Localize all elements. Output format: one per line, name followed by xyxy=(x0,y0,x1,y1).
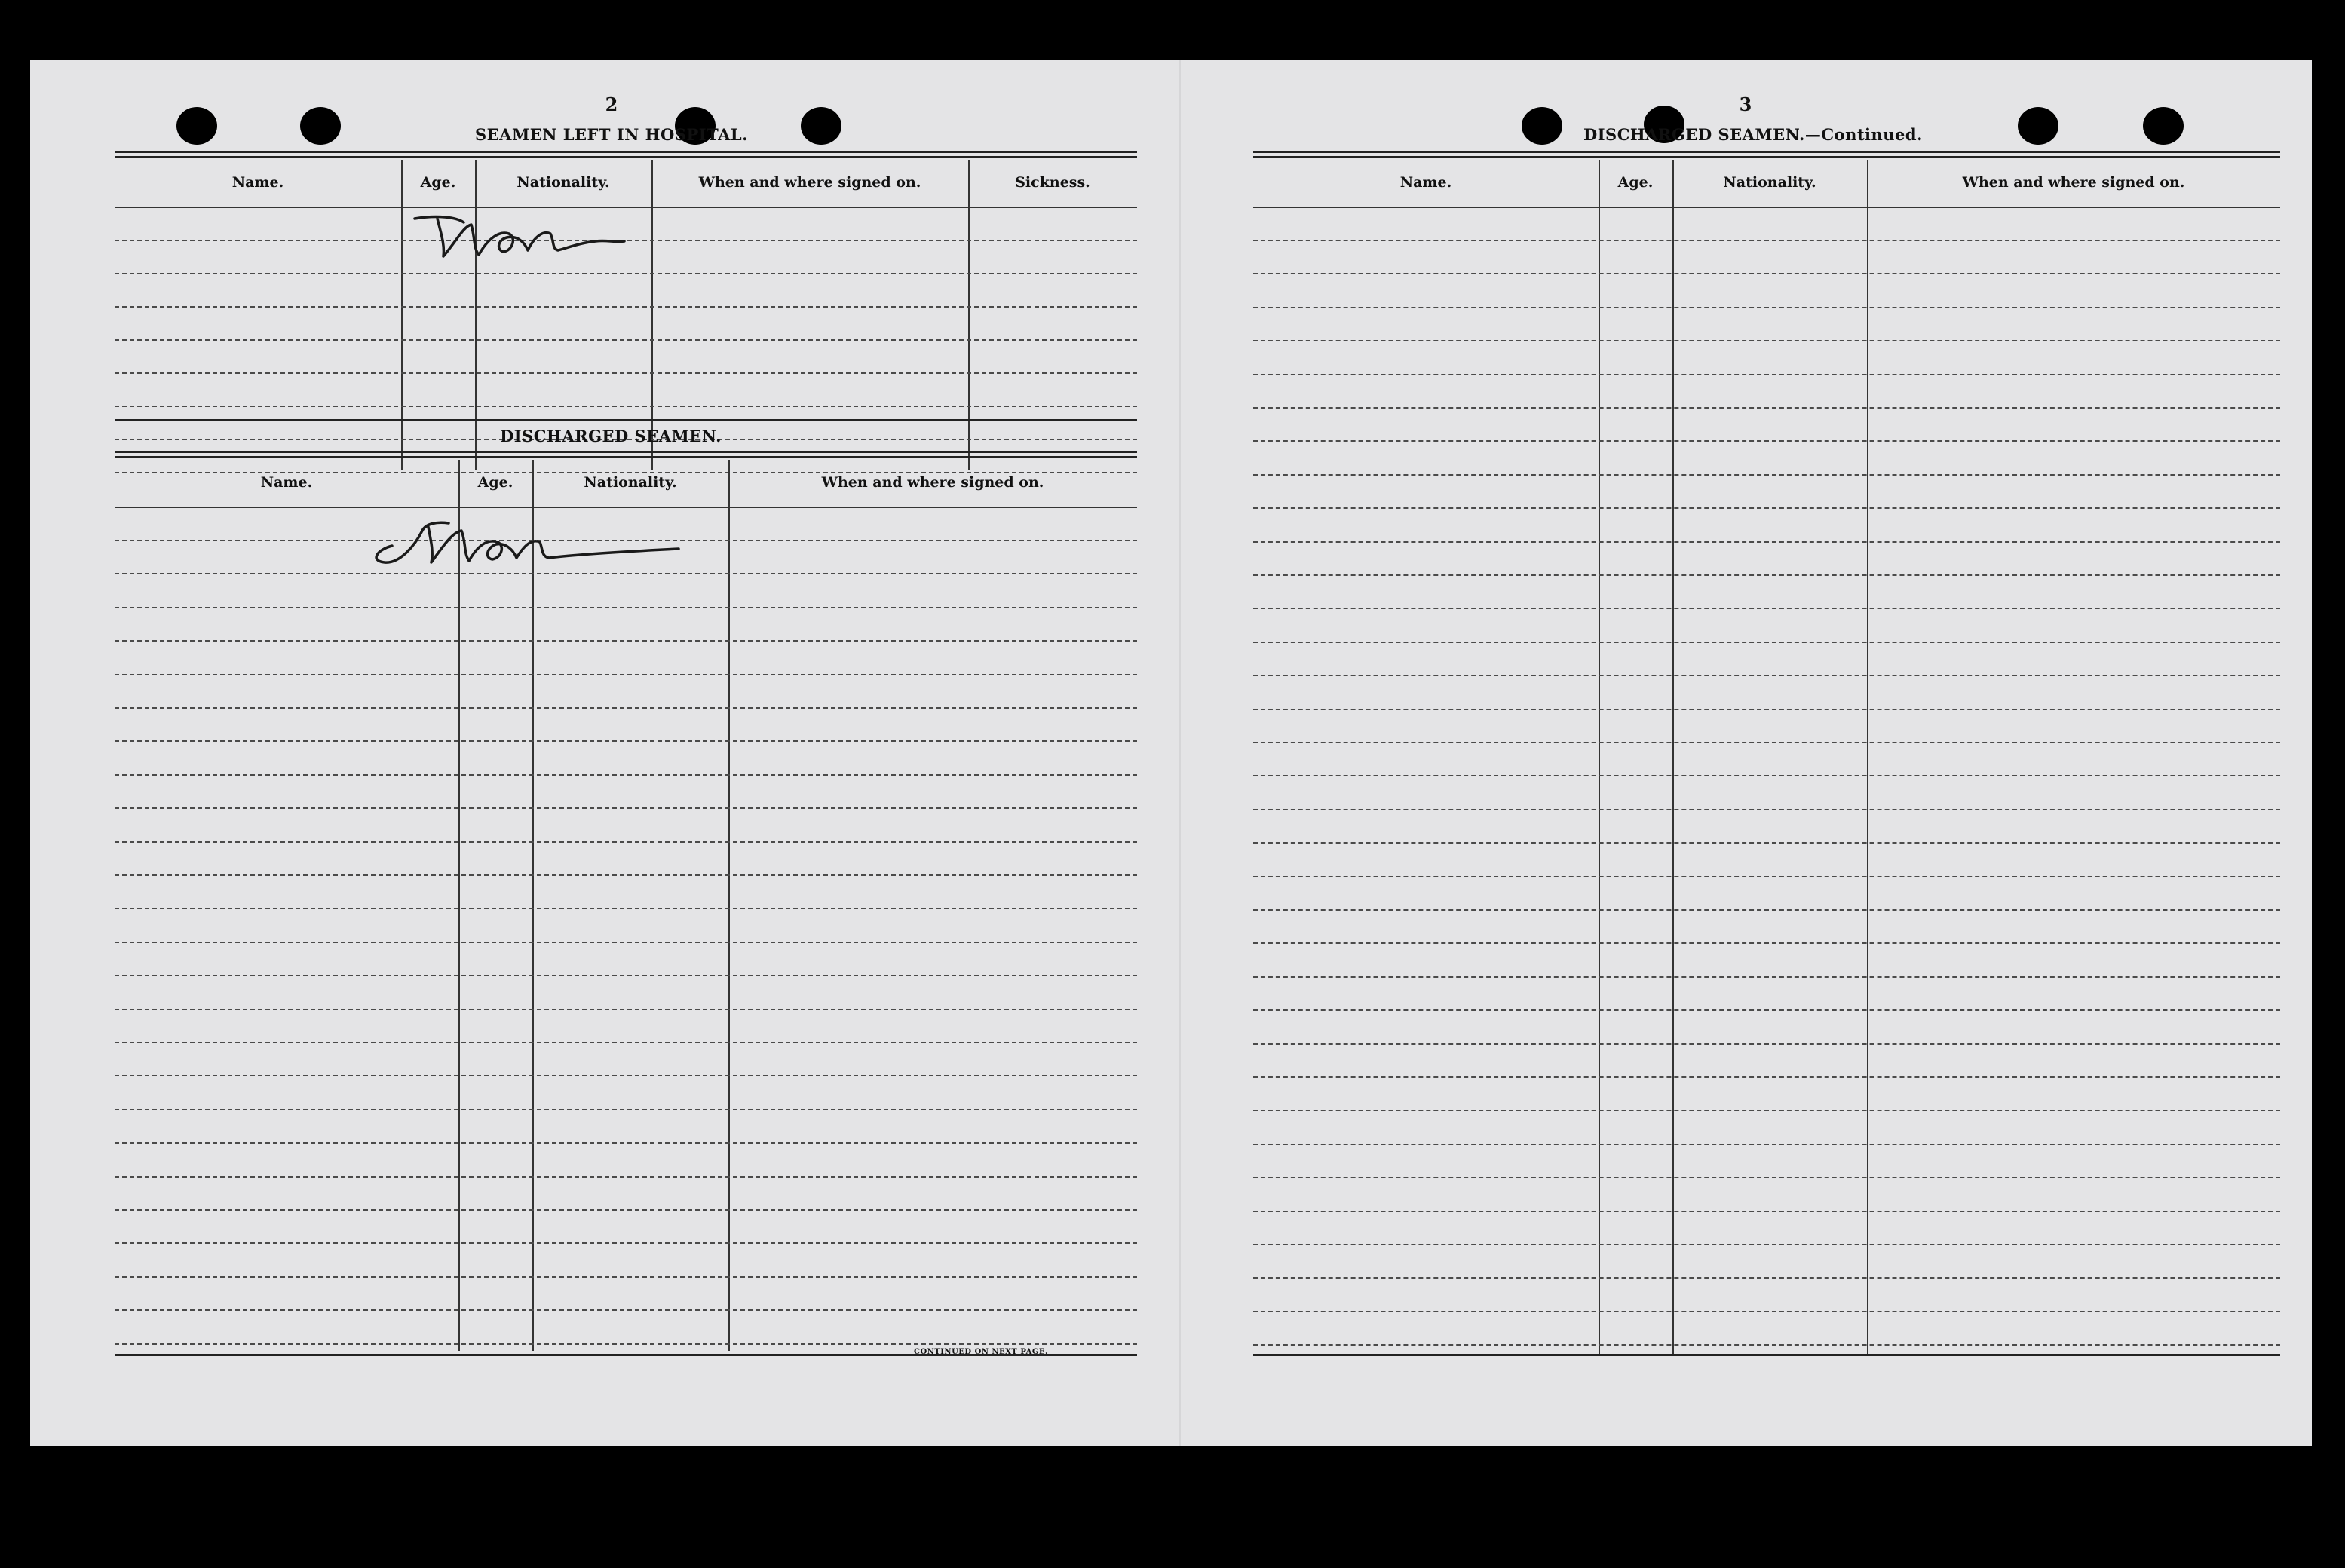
entry-row xyxy=(115,674,1137,675)
col-header-name: Name. xyxy=(231,174,284,191)
entry-row xyxy=(115,1142,1137,1144)
entry-row xyxy=(1253,1076,2280,1078)
col-header-name: Name. xyxy=(260,474,313,491)
continued-footnote: CONTINUED ON NEXT PAGE. xyxy=(914,1348,1049,1356)
entry-row xyxy=(1253,1277,2280,1279)
handwritten-none-signature xyxy=(385,196,633,271)
column-divider xyxy=(968,160,970,470)
entry-row xyxy=(1253,642,2280,643)
double-rule xyxy=(1253,151,2280,158)
entry-row xyxy=(1253,440,2280,442)
entry-row xyxy=(1253,1177,2280,1178)
entry-row xyxy=(1253,842,2280,844)
entry-row xyxy=(1253,374,2280,375)
column-divider xyxy=(651,160,653,470)
header-rule xyxy=(1253,207,2280,208)
entry-row xyxy=(115,1309,1137,1311)
page-number-right: 3 xyxy=(1739,93,1752,115)
col-header-sickness: Sickness. xyxy=(1015,174,1090,191)
double-rule xyxy=(115,451,1137,458)
entry-row xyxy=(115,774,1137,776)
entry-row xyxy=(1253,273,2280,274)
entry-row xyxy=(115,1343,1137,1345)
entry-row xyxy=(115,1242,1137,1244)
entry-row xyxy=(1253,1211,2280,1212)
column-divider xyxy=(1672,160,1674,1354)
entry-row xyxy=(1253,976,2280,978)
double-rule xyxy=(115,151,1137,158)
punch-hole xyxy=(176,107,217,145)
entry-row xyxy=(1253,608,2280,609)
entry-row xyxy=(1253,876,2280,877)
entry-row xyxy=(115,372,1137,374)
punch-hole xyxy=(1522,107,1562,145)
entry-row xyxy=(115,874,1137,876)
entry-row xyxy=(1253,1311,2280,1312)
entry-row xyxy=(115,740,1137,742)
entry-row xyxy=(1253,742,2280,743)
col-header-age: Age. xyxy=(477,474,513,491)
entry-row xyxy=(1253,775,2280,776)
col-header-age: Age. xyxy=(420,174,456,191)
column-divider xyxy=(532,460,534,1351)
entry-row xyxy=(1253,709,2280,710)
entry-row xyxy=(1253,1110,2280,1111)
entry-row xyxy=(115,1276,1137,1278)
col-header-name: Name. xyxy=(1399,174,1452,191)
entry-row xyxy=(115,640,1137,642)
col-header-nationality: Nationality. xyxy=(1723,174,1816,191)
entry-row xyxy=(115,273,1137,274)
entry-row xyxy=(1253,240,2280,241)
entry-row xyxy=(115,707,1137,709)
entry-row xyxy=(1253,675,2280,676)
discharged-section-title: DISCHARGED SEAMEN. xyxy=(500,427,722,446)
discharged-table-left xyxy=(115,460,1137,1354)
page-fold xyxy=(1179,60,1181,1446)
entry-row xyxy=(115,1109,1137,1110)
entry-row xyxy=(115,406,1137,407)
bottom-rule xyxy=(1253,1354,2280,1356)
page-number-left: 2 xyxy=(605,93,618,115)
entry-row xyxy=(115,1176,1137,1178)
column-divider xyxy=(458,460,460,1351)
column-divider xyxy=(1599,160,1600,1354)
entry-row xyxy=(1253,574,2280,576)
entry-row xyxy=(1253,541,2280,543)
column-divider xyxy=(728,460,730,1351)
entry-row xyxy=(115,1042,1137,1043)
entry-row xyxy=(115,1009,1137,1010)
discharged-table-right xyxy=(1253,160,2280,1354)
col-header-nationality: Nationality. xyxy=(517,174,610,191)
rule xyxy=(115,419,1137,421)
entry-row xyxy=(115,1209,1137,1211)
entry-row xyxy=(1253,1009,2280,1011)
col-header-signed-on: When and where signed on. xyxy=(1962,174,2185,191)
column-divider xyxy=(1867,160,1868,1354)
entry-row xyxy=(115,306,1137,308)
entry-row xyxy=(1253,1244,2280,1245)
col-header-age: Age. xyxy=(1617,174,1654,191)
col-header-nationality: Nationality. xyxy=(584,474,677,491)
entry-row xyxy=(1253,909,2280,911)
entry-row xyxy=(1253,340,2280,341)
entry-row xyxy=(115,607,1137,608)
col-header-signed-on: When and where signed on. xyxy=(698,174,921,191)
entry-row xyxy=(1253,407,2280,409)
entry-row xyxy=(115,1075,1137,1076)
entry-row xyxy=(115,975,1137,976)
entry-row xyxy=(1253,307,2280,308)
handwritten-none-signature xyxy=(347,501,724,576)
hospital-section-title: SEAMEN LEFT IN HOSPITAL. xyxy=(475,125,748,144)
punch-hole xyxy=(300,107,341,145)
entry-row xyxy=(115,942,1137,943)
punch-hole xyxy=(2143,107,2184,145)
col-header-signed-on: When and where signed on. xyxy=(821,474,1044,491)
entry-row xyxy=(115,339,1137,341)
entry-row xyxy=(115,908,1137,909)
entry-row xyxy=(1253,1043,2280,1045)
entry-row xyxy=(1253,809,2280,810)
punch-hole xyxy=(2018,107,2058,145)
entry-row xyxy=(1253,507,2280,509)
document-spread xyxy=(30,60,2312,1446)
entry-row xyxy=(1253,474,2280,476)
entry-row xyxy=(1253,942,2280,944)
entry-row xyxy=(115,807,1137,809)
punch-hole xyxy=(801,107,841,145)
entry-row xyxy=(1253,1344,2280,1346)
entry-row xyxy=(1253,1144,2280,1145)
discharged-continued-title: DISCHARGED SEAMEN.—Continued. xyxy=(1583,125,1923,144)
entry-row xyxy=(115,841,1137,843)
